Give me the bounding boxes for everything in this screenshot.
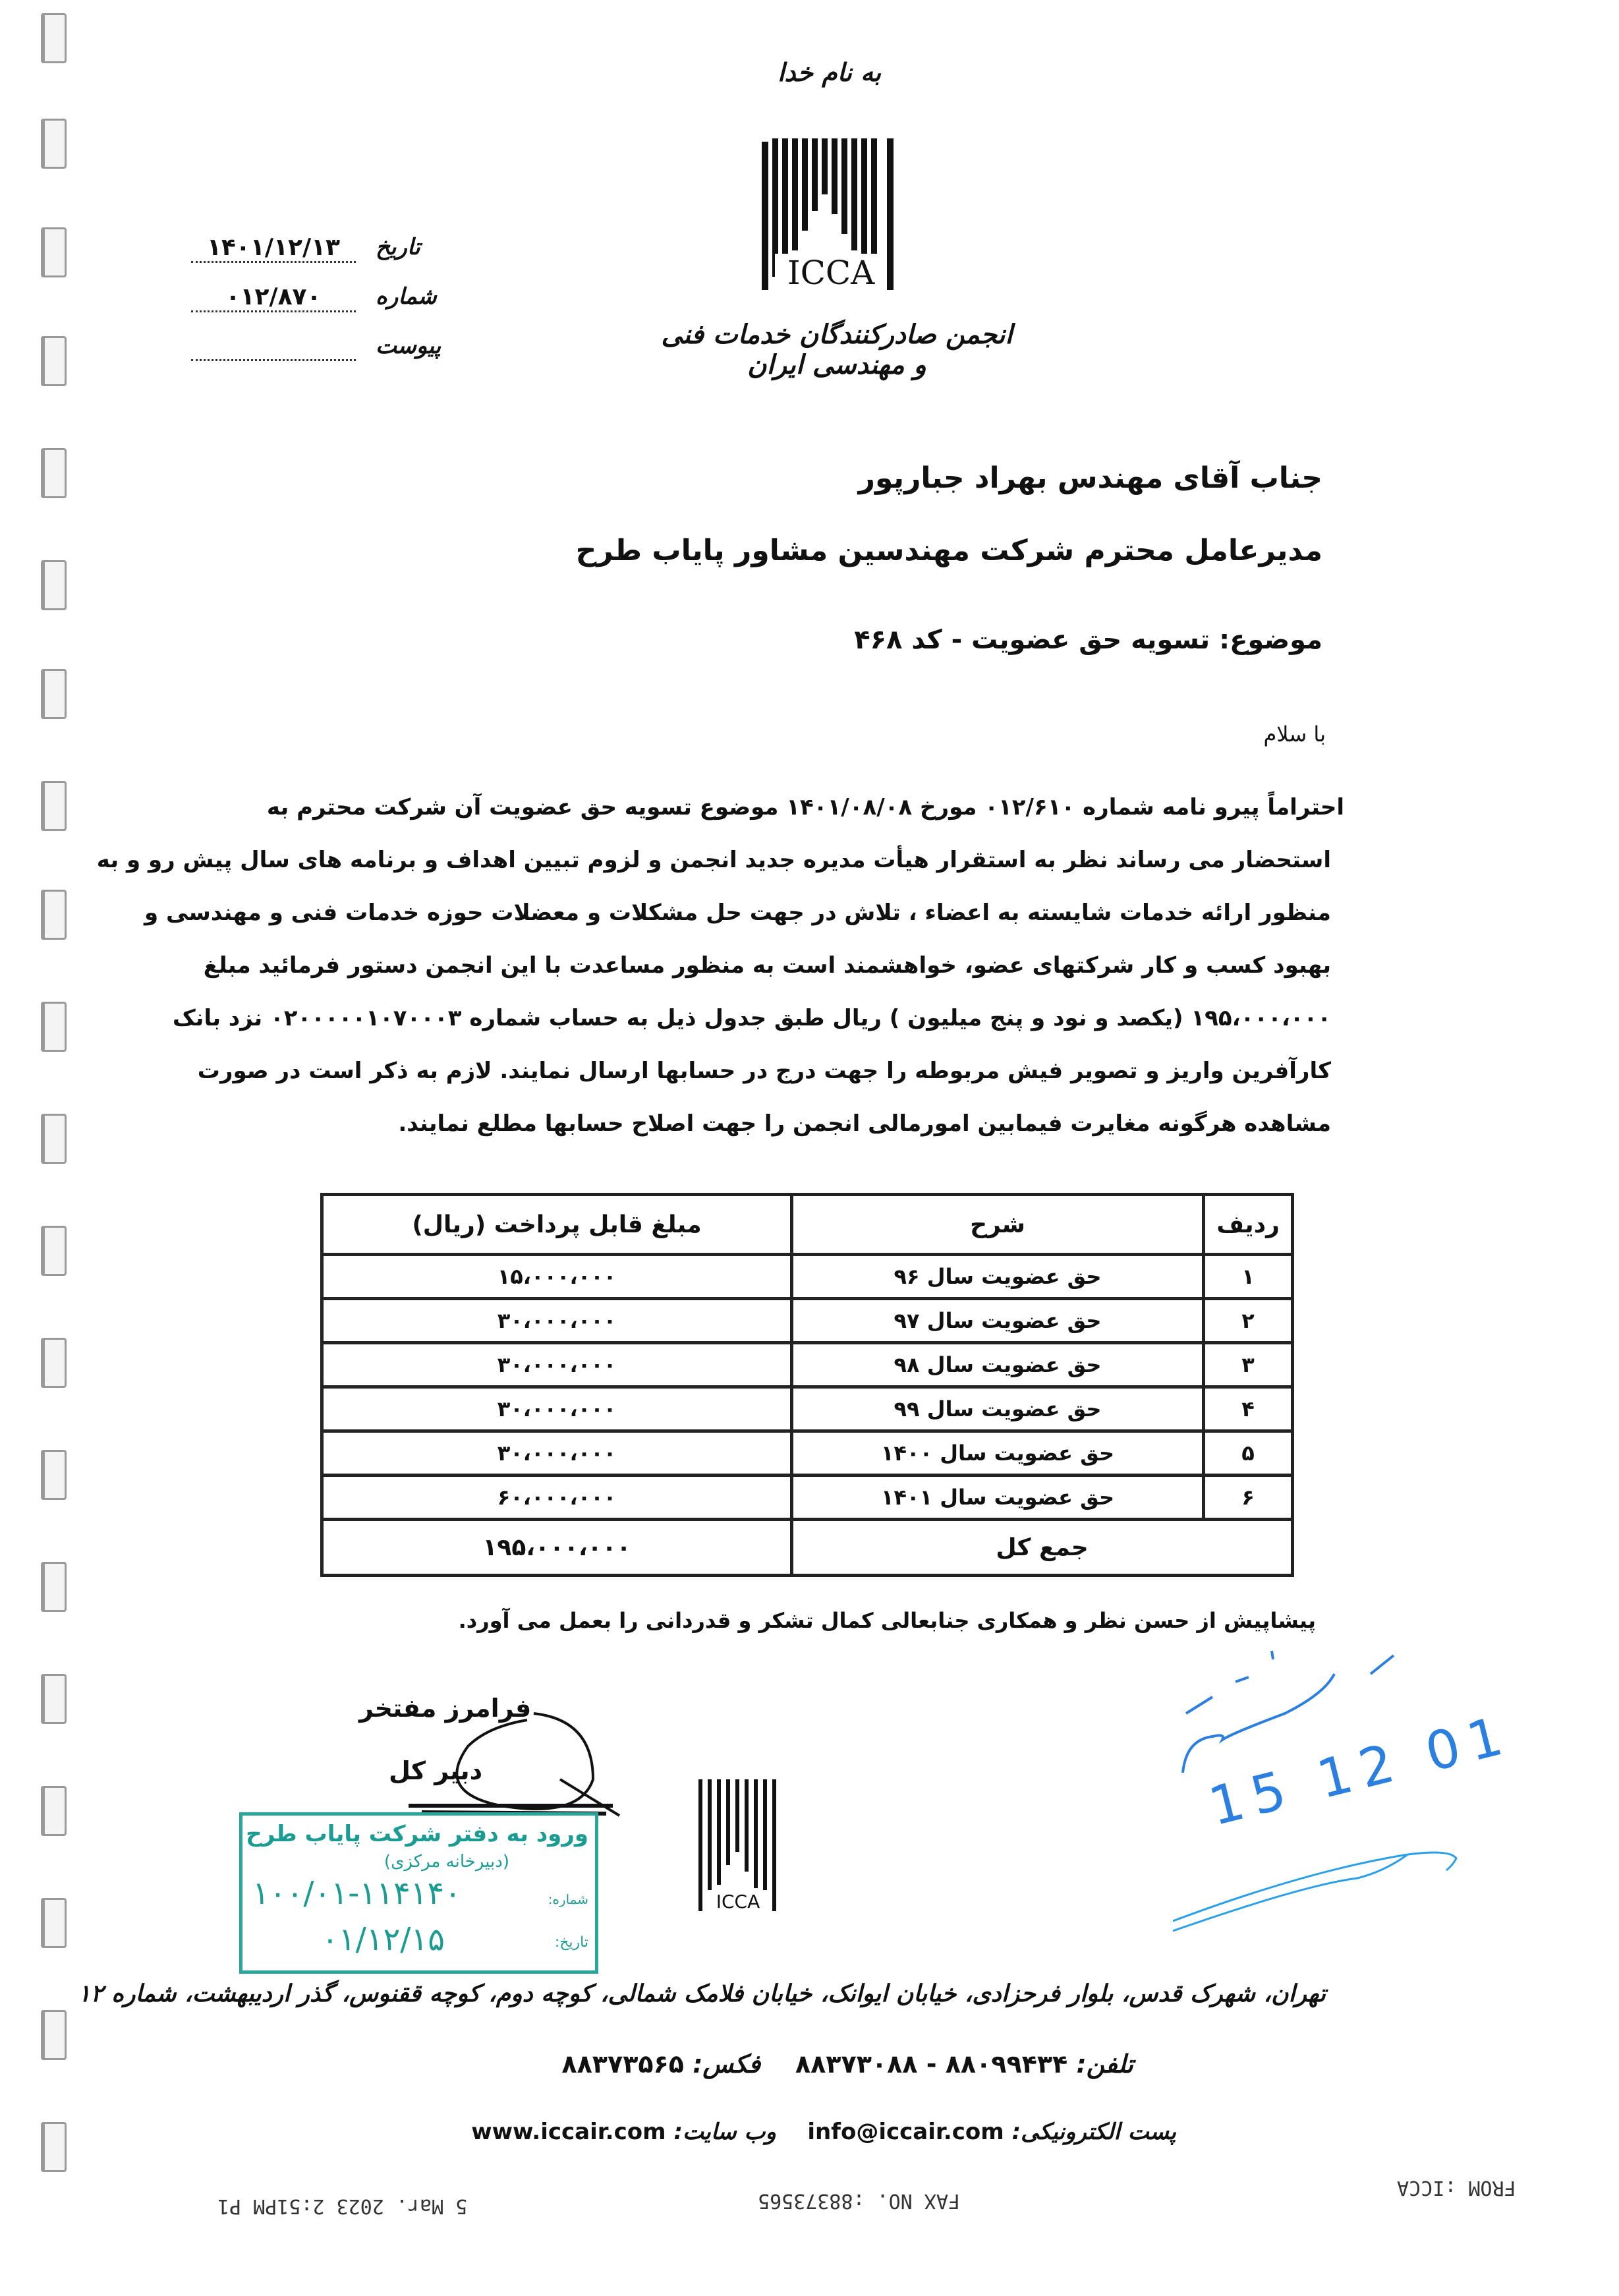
row-amount: ۳۰،۰۰۰،۰۰۰ <box>322 1431 792 1476</box>
row-number: ۳ <box>1204 1343 1293 1387</box>
footer-contact-line <box>471 2119 1176 2145</box>
invocation: به نام خدا <box>778 58 882 87</box>
table-row <box>322 1255 1293 1299</box>
stamp-number-label: شماره: <box>548 1891 588 1907</box>
svg-text:انجمن صادرکنندگان خدمات فنی و <box>613 1707 621 1711</box>
row-description: حق عضویت سال ۹۹ <box>792 1387 1204 1431</box>
binder-hole <box>41 1226 67 1276</box>
seal-graphic <box>613 1707 890 1924</box>
seal-logo-text: ICCA <box>716 1891 760 1912</box>
receipt-stamp <box>239 1812 598 1974</box>
binder-hole <box>41 13 67 63</box>
seal-arc-text <box>613 1707 621 1711</box>
row-number: ۱ <box>1204 1255 1293 1299</box>
stamp-date-label: تاریخ: <box>554 1934 588 1951</box>
date-label: تاریخ <box>376 234 420 260</box>
binder-hole <box>41 1786 67 1836</box>
row-amount: ۱۵،۰۰۰،۰۰۰ <box>322 1255 792 1299</box>
membership-fees-table <box>320 1193 1294 1577</box>
row-amount: ۳۰،۰۰۰،۰۰۰ <box>322 1387 792 1431</box>
icca-logo <box>758 135 903 293</box>
website-label: وب سایت: <box>673 2119 776 2145</box>
binder-hole <box>41 336 67 386</box>
row-description: حق عضویت سال ۹۸ <box>792 1343 1204 1387</box>
binder-hole <box>41 1898 67 1948</box>
binder-hole <box>41 1450 67 1500</box>
row-description: حق عضویت سال ۱۴۰۱ <box>792 1476 1204 1520</box>
binder-hole <box>41 781 67 831</box>
organization-seal <box>613 1707 890 1924</box>
table-row <box>322 1387 1293 1431</box>
body-line: مشاهده هرگونه مغایرت فیمابین امورمالی انجمن را جهت اصلاح حسابها مطلع نمایند. <box>398 1110 1331 1137</box>
recipient-name: جناب آقای مهندس بهراد جبارپور <box>858 461 1322 495</box>
stamp-date-value: ۰۱/۱۲/۱۵ <box>322 1921 445 1958</box>
binder-hole <box>41 1114 67 1164</box>
binder-hole <box>41 1674 67 1724</box>
table-row <box>322 1431 1293 1476</box>
body-line: منظور ارائه خدمات شایسته به اعضاء ، تلاش در جهت حل مشکلات و معضلات حوزه خدمات فنی و مهندسی و <box>144 900 1331 926</box>
column-header-amount: مبلغ قابل پرداخت (ریال) <box>322 1195 792 1255</box>
fax-timestamp: 5 Mar. 2023 2:51PM P1 <box>217 2195 468 2218</box>
signatory-title: دبیر کل <box>389 1756 483 1785</box>
row-amount: ۳۰،۰۰۰،۰۰۰ <box>322 1299 792 1343</box>
column-header-row-number: ردیف <box>1204 1195 1293 1255</box>
attachment-value <box>191 333 356 361</box>
stamp-number-value: ۱۰۰/۰۱-۱۱۴۱۴۰ <box>252 1875 462 1912</box>
email-label: پست الکترونیکی: <box>1011 2119 1176 2145</box>
body-line: بهبود کسب و کار شرکتهای عضو، خواهشمند است به منظور مساعدت با این انجمن دستور فرمائید مبلغ <box>203 952 1331 979</box>
row-description: حق عضویت سال ۱۴۰۰ <box>792 1431 1204 1476</box>
row-number: ۴ <box>1204 1387 1293 1431</box>
row-number: ۶ <box>1204 1476 1293 1520</box>
fax-number: FAX NO. :88373565 <box>758 2189 961 2212</box>
body-line: احتراماً پیرو نامه شماره ۰۱۲/۶۱۰ مورخ ۱۴۰۱/۰۸/۰۸ موضوع تسویه حق عضویت آن شرکت محترم به <box>266 794 1344 820</box>
body-line: ۱۹۵،۰۰۰،۰۰۰ (یکصد و نود و پنج میلیون ) ریال طبق جدول ذیل به حساب شماره ۰۲۰۰۰۰۰۱۰۷۰۰۰۳ نزد بانک <box>172 1005 1331 1031</box>
handwritten-date: 15 12 01 <box>1203 1703 1518 1838</box>
phone-value: ۸۸۰۹۹۴۳۴ - ۸۸۳۷۳۰۸۸ <box>795 2050 1068 2079</box>
binder-hole <box>41 119 67 169</box>
website-link[interactable]: www.iccair.com <box>471 2119 666 2145</box>
body-line: کارآفرین واریز و تصویر فیش مربوطه را جهت درج در حسابها ارسال نمایند. لازم به ذکر است در صورت <box>197 1058 1331 1084</box>
binder-hole <box>41 2122 67 2172</box>
binder-hole <box>41 2010 67 2060</box>
total-amount: ۱۹۵،۰۰۰،۰۰۰ <box>322 1520 792 1576</box>
signatory-name: فرامرز مفتخر <box>359 1694 532 1723</box>
binder-hole <box>41 890 67 940</box>
recipient-title: مدیرعامل محترم شرکت مهندسین مشاور پایاب طرح <box>575 534 1322 567</box>
body-line: استحضار می رساند نظر به استقرار هیأت مدیره جدید انجمن و لزوم تبیین اهداف و برنامه های سال پیش رو و به <box>96 847 1331 873</box>
stamp-subtitle: (دبیرخانه مرکزی) <box>383 1852 509 1872</box>
email-link[interactable]: info@iccair.com <box>807 2119 1004 2145</box>
phone-label: تلفن: <box>1076 2050 1133 2079</box>
closing-line: پیشاپیش از حسن نظر و همکاری جنابعالی کمال تشکر و قدردانی را بعمل می آورد. <box>458 1608 1316 1633</box>
icca-logo-text: ICCA <box>775 254 887 292</box>
row-number: ۵ <box>1204 1431 1293 1476</box>
binder-hole <box>41 227 67 277</box>
table-row <box>322 1299 1293 1343</box>
fax-from: FROM :ICCA <box>1397 2176 1516 2199</box>
binder-hole <box>41 669 67 719</box>
footer-address: تهران، شهرک قدس، بلوار فرحزادی، خیابان ایوانک، خیابان فلامک شمالی، کوچه دوم، کوچه ققنوس، گذر اردیبهشت، شماره ۱۲ <box>78 1980 1326 2007</box>
table-total-row <box>322 1520 1293 1576</box>
table-row <box>322 1343 1293 1387</box>
row-description: حق عضویت سال ۹۷ <box>792 1299 1204 1343</box>
letter-date: ۱۴۰۱/۱۲/۱۳ <box>191 234 356 263</box>
row-amount: ۶۰،۰۰۰،۰۰۰ <box>322 1476 792 1520</box>
greeting: با سلام <box>1263 722 1326 747</box>
binder-hole <box>41 1562 67 1612</box>
binder-hole <box>41 1002 67 1052</box>
table-header-row <box>322 1195 1293 1255</box>
fax-label: فکس: <box>693 2050 760 2079</box>
total-label: جمع کل <box>792 1520 1293 1576</box>
binder-hole <box>41 560 67 610</box>
stamp-title: ورود به دفتر شرکت پایاب طرح <box>246 1821 588 1847</box>
binder-hole <box>41 448 67 498</box>
binder-hole <box>41 1338 67 1388</box>
fax-value: ۸۸۳۷۳۵۶۵ <box>561 2050 684 2079</box>
row-amount: ۳۰،۰۰۰،۰۰۰ <box>322 1343 792 1387</box>
row-description: حق عضویت سال ۹۶ <box>792 1255 1204 1299</box>
organization-name: انجمن صادرکنندگان خدمات فنی و مهندسی ایران <box>661 320 1013 380</box>
subject-line: موضوع: تسویه حق عضویت - کد ۴۶۸ <box>854 625 1322 655</box>
attachment-label: پیوست <box>376 333 441 359</box>
letter-number: ۰۱۲/۸۷۰ <box>191 283 356 312</box>
footer-phone-line <box>540 2050 1133 2079</box>
row-number: ۲ <box>1204 1299 1293 1343</box>
number-label: شماره <box>376 283 437 310</box>
column-header-description: شرح <box>792 1195 1204 1255</box>
table-row <box>322 1476 1293 1520</box>
